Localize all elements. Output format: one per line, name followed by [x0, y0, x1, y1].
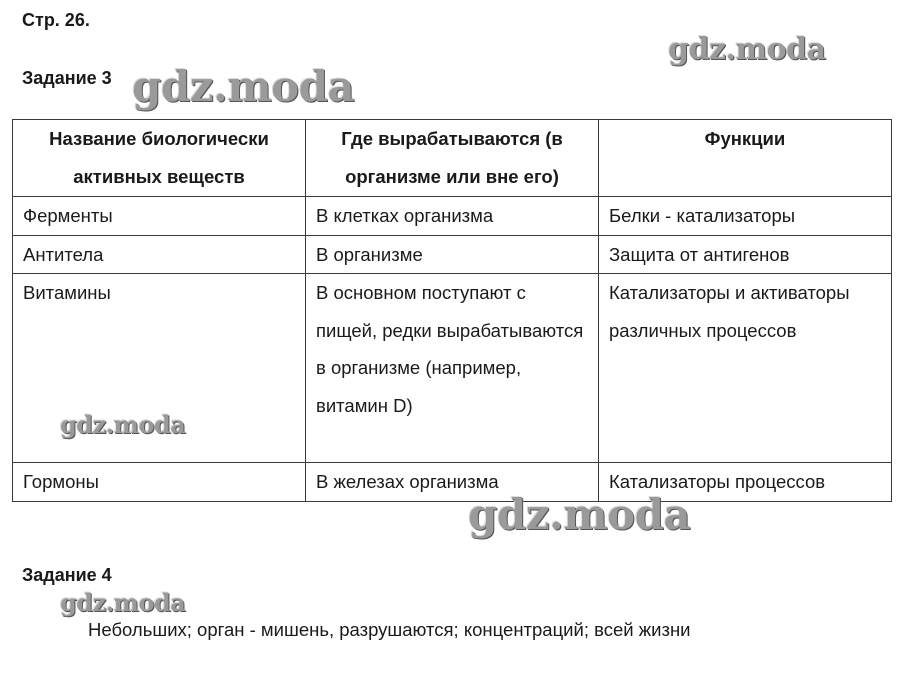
- cell-function: Катализаторы процессов: [599, 463, 892, 502]
- cell-name: Гормоны: [13, 463, 306, 502]
- cell-place: В основном поступают с пищей, редки вырабатываются в организме (например, витамин D): [306, 274, 599, 463]
- watermark: gdz.moda: [132, 62, 355, 111]
- cell-name: Ферменты: [13, 197, 306, 236]
- cell-function: Белки - катализаторы: [599, 197, 892, 236]
- watermark: gdz.moda: [60, 410, 186, 439]
- header-functions: Функции: [599, 120, 892, 197]
- cell-function: Защита от антигенов: [599, 235, 892, 274]
- substances-table: [12, 119, 892, 502]
- header-production-place: Где вырабатываются (в организме или вне его): [306, 120, 599, 197]
- table-header-row: [13, 120, 892, 197]
- task-4-answer: Небольших; орган - мишень, разрушаются; концентраций; всей жизни: [88, 619, 691, 640]
- task-3-title: Задание 3: [22, 68, 112, 88]
- table-row: [13, 197, 892, 236]
- table-row: [13, 463, 892, 502]
- watermark: gdz.moda: [668, 32, 826, 67]
- task-4-title: Задание 4: [22, 565, 112, 585]
- cell-place: В организме: [306, 235, 599, 274]
- table-row: [13, 235, 892, 274]
- header-substance-name: Название биологически активных веществ: [13, 120, 306, 197]
- cell-name: Витамины: [13, 274, 306, 463]
- page-number: Стр. 26.: [22, 10, 90, 30]
- cell-function: Катализаторы и активаторы различных процессов: [599, 274, 892, 463]
- watermark: gdz.moda: [468, 490, 691, 539]
- cell-place: В железах организма: [306, 463, 599, 502]
- cell-name: Антитела: [13, 235, 306, 274]
- watermark: gdz.moda: [60, 588, 186, 617]
- cell-place: В клетках организма: [306, 197, 599, 236]
